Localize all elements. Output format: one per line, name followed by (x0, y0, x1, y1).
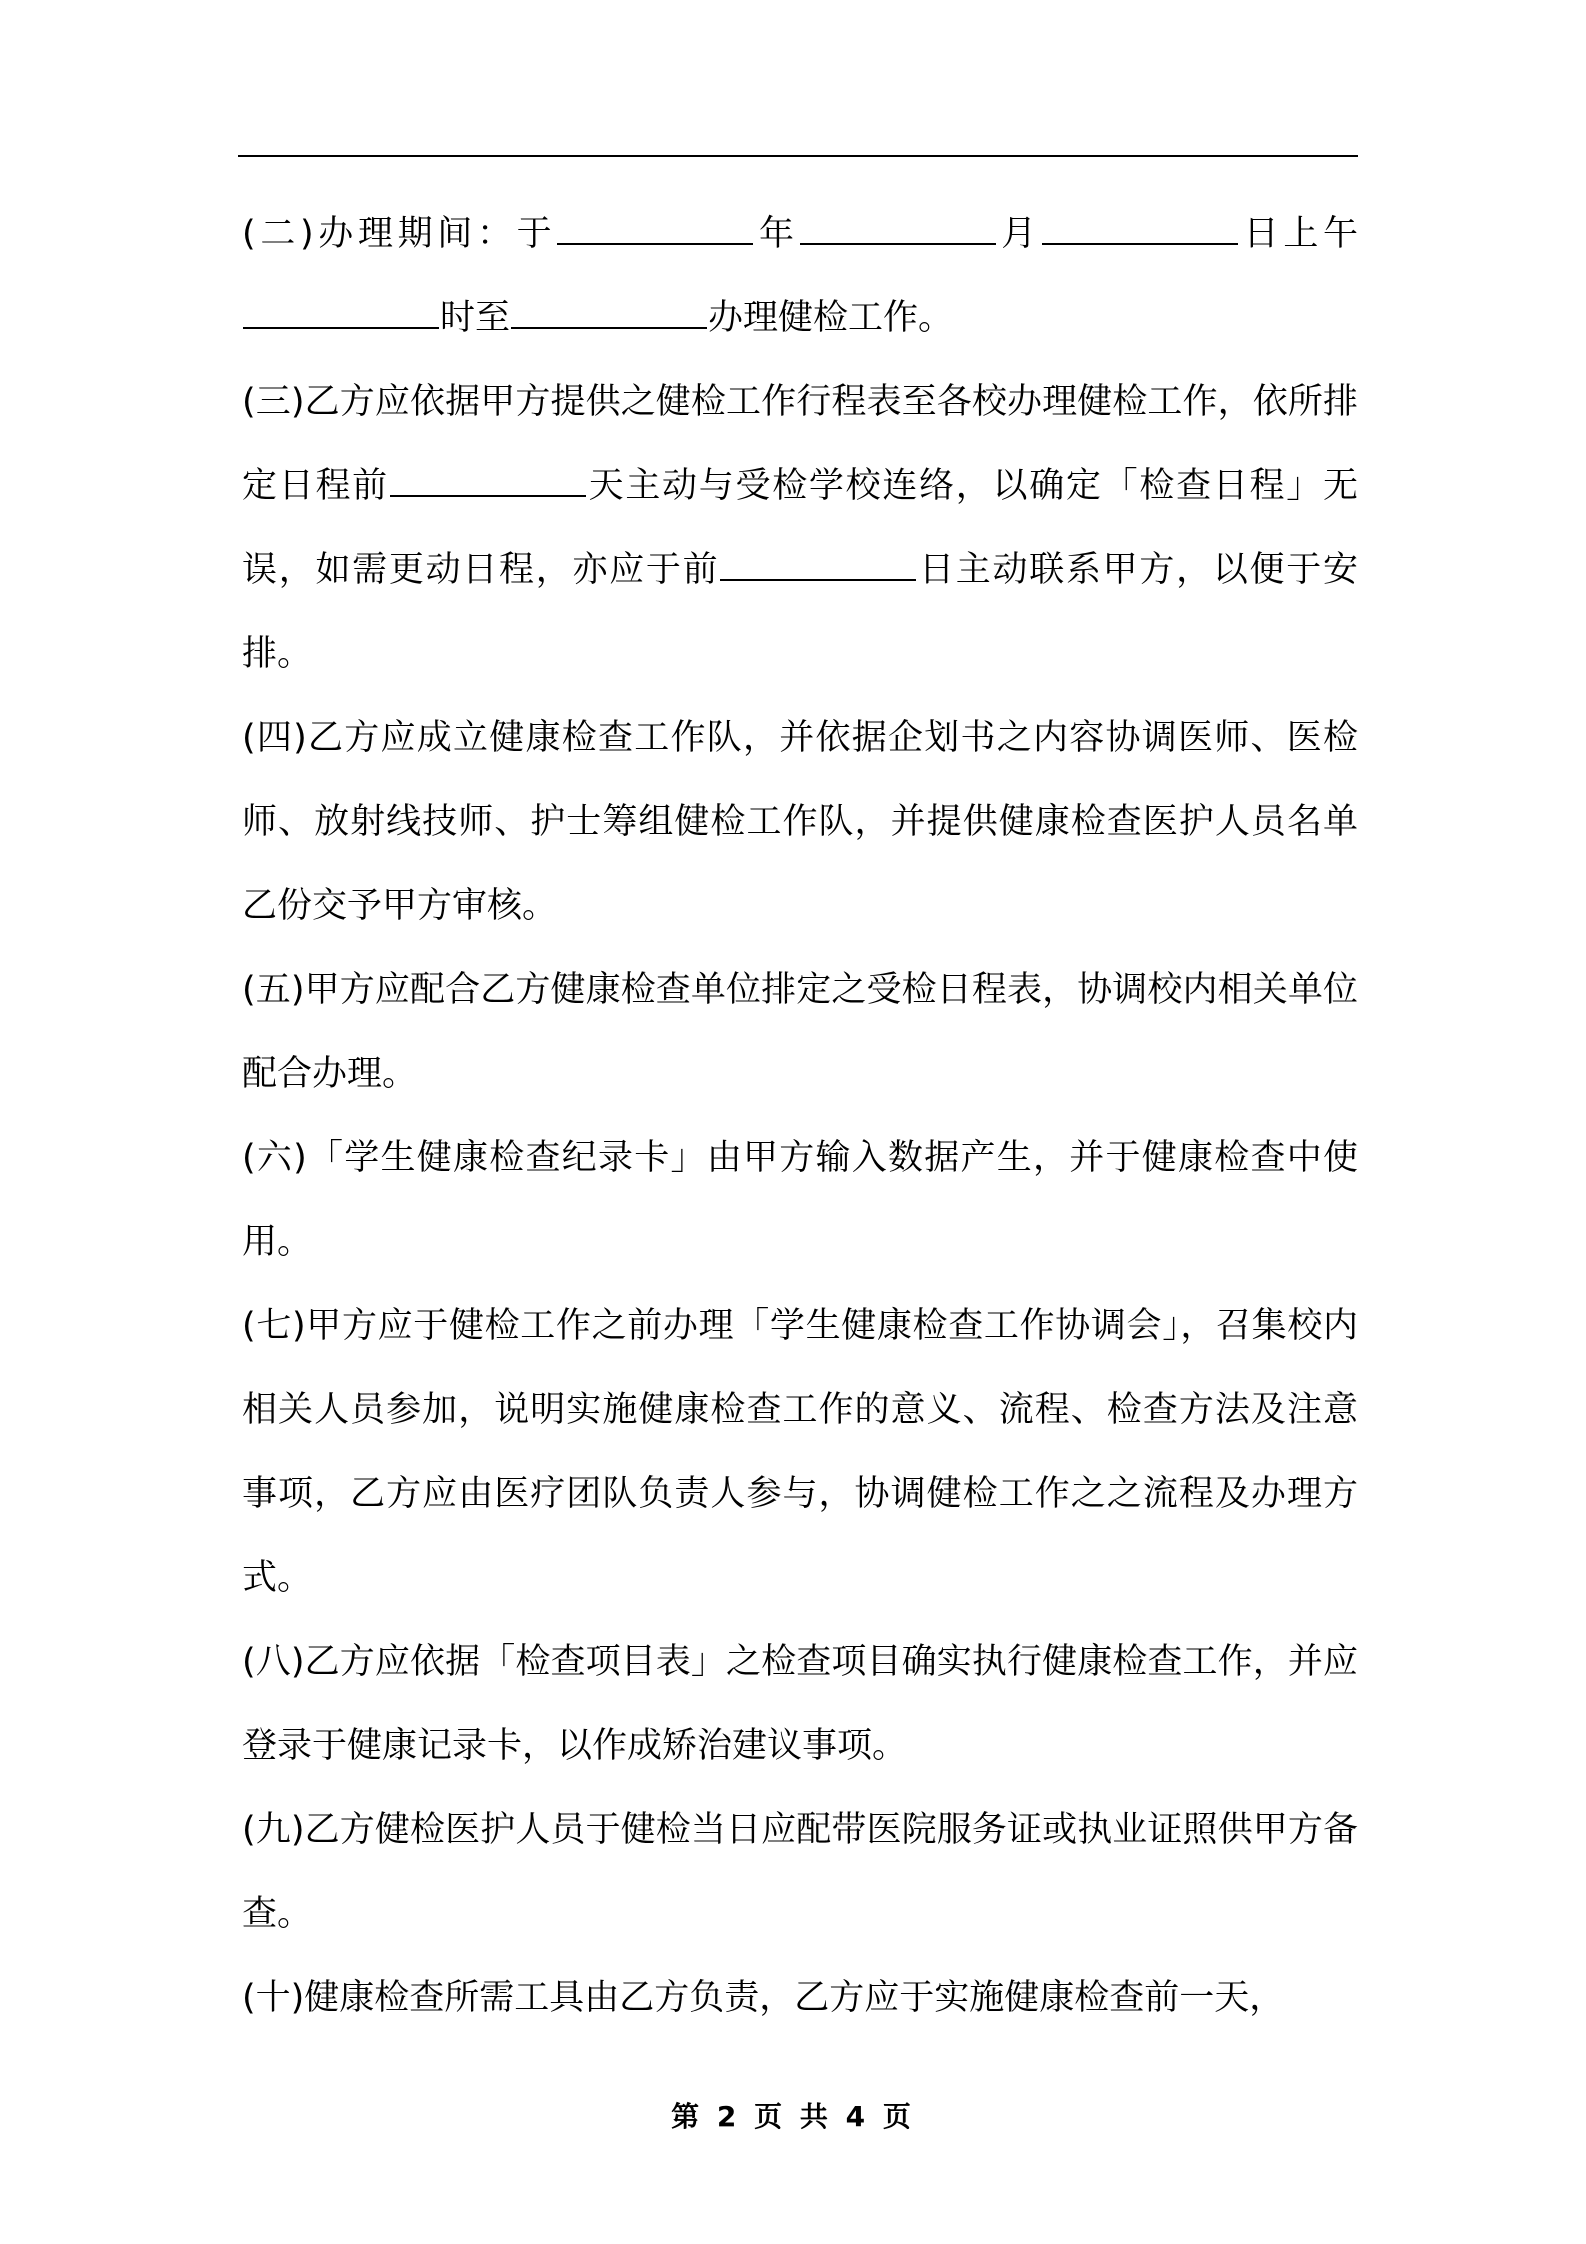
paragraph-8: (八)乙方应依据「检查项目表」之检查项目确实执行健康检查工作，并应登录于健康记录卡，以作成矫治建议事项。 (242, 1642, 1358, 1766)
blank-days-before (390, 457, 586, 497)
header-rule (238, 155, 1358, 157)
paragraph-2-text-5: 时至 (440, 298, 511, 338)
blank-days-notice (720, 541, 916, 581)
paragraph-3 (242, 360, 1358, 696)
paragraph-2-text-4: 日上午 (1238, 214, 1358, 254)
blank-start-hour (243, 289, 439, 329)
paragraph-3-text-1: (三)乙方应依据甲方提供之健检工作行程表至各校办理健检工作，依所排定日程前 (242, 382, 1358, 506)
page-number-footer: 第 2 页 共 4 页 (671, 2100, 915, 2133)
paragraph-5: (五)甲方应配合乙方健康检查单位排定之受检日程表，协调校内相关单位配合办理。 (242, 970, 1358, 1094)
paragraph-3-text-2: 天主动与受检学校连络，以确定「检查日程」无误，如需更动日程，亦应于前 (242, 466, 1358, 590)
paragraph-2-text-6: 办理健检工作。 (708, 298, 954, 338)
document-body (242, 192, 1358, 2040)
blank-month (800, 205, 996, 245)
paragraph-2 (242, 192, 1358, 360)
paragraph-4: (四)乙方应成立健康检查工作队，并依据企划书之内容协调医师、医检师、放射线技师、护士筹组健检工作队，并提供健康检查医护人员名单乙份交予甲方审核。 (242, 718, 1358, 926)
paragraph-3-text-3: 日主动联系甲方，以便于安排。 (242, 550, 1358, 674)
paragraph-2-text-3: 月 (996, 214, 1041, 254)
blank-end-hour (511, 289, 707, 329)
paragraph-2-text-2: 年 (754, 214, 799, 254)
paragraph-10: (十)健康检查所需工具由乙方负责，乙方应于实施健康检查前一天， (242, 1978, 1285, 2018)
blank-day (1042, 205, 1238, 245)
blank-year (557, 205, 753, 245)
paragraph-7: (七)甲方应于健检工作之前办理「学生健康检查工作协调会」，召集校内相关人员参加，说明实施健康检查工作的意义、流程、检查方法及注意事项，乙方应由医疗团队负责人参与，协调健检工作之之流程及办理方式。 (242, 1306, 1358, 1598)
paragraph-6: (六)「学生健康检查纪录卡」由甲方输入数据产生，并于健康检查中使用。 (242, 1138, 1358, 1262)
paragraph-2-text-1: (二)办理期间：于 (242, 214, 557, 254)
paragraph-9: (九)乙方健检医护人员于健检当日应配带医院服务证或执业证照供甲方备查。 (242, 1810, 1358, 1934)
